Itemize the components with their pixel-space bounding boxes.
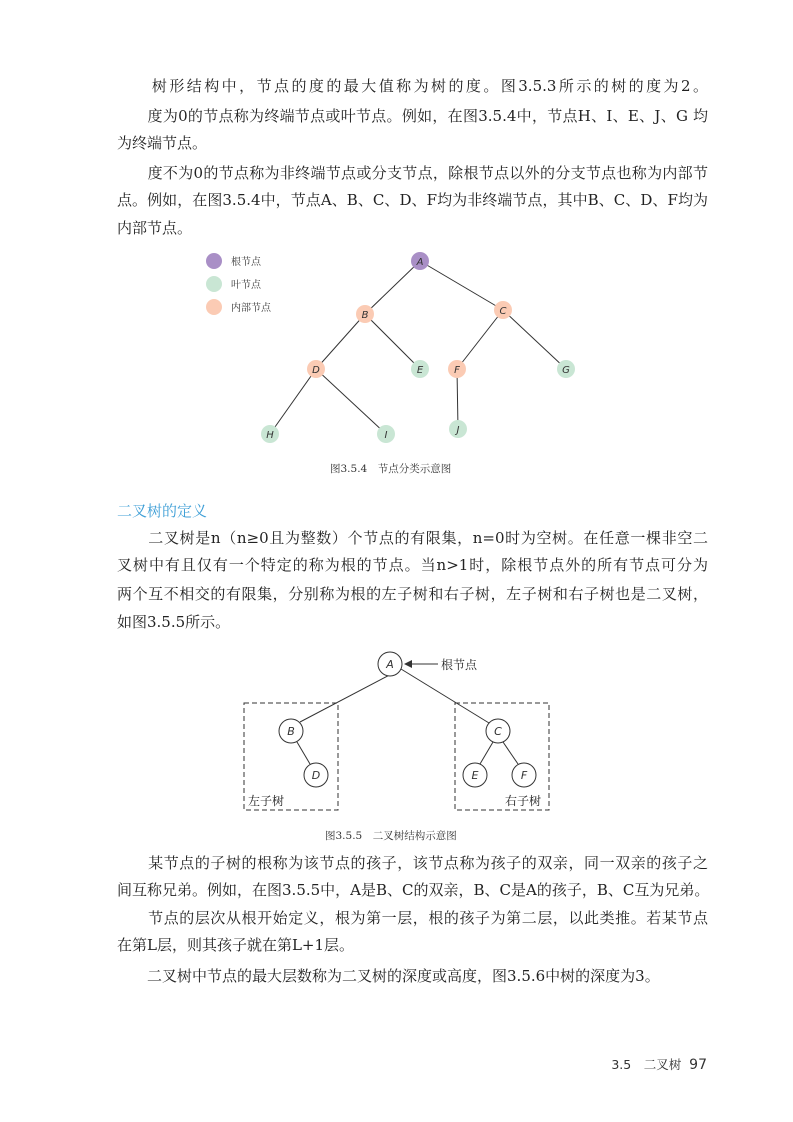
right-subtree-label: 右子树 — [505, 794, 542, 808]
svg-text:C: C — [499, 306, 507, 317]
node-B — [356, 305, 374, 323]
svg-text:J: J — [456, 425, 460, 436]
legend — [206, 253, 272, 315]
node-E — [463, 763, 487, 787]
paragraph-line: 在第L层，则其孩子就在第L+1层。 — [117, 936, 355, 954]
figure1-caption: 图3.5.4 节点分类示意图 — [330, 463, 452, 475]
section-heading: 二叉树的定义 — [117, 502, 208, 520]
left-subtree-label: 左子树 — [248, 794, 285, 808]
page-number: 97 — [689, 1057, 707, 1073]
svg-text:C: C — [494, 725, 502, 738]
legend-leaf-label: 叶节点 — [231, 280, 261, 291]
node-F — [512, 763, 536, 787]
paragraph-line: 节点的层次从根开始定义，根为第一层，根的孩子为第二层，以此类推。若某节点 — [117, 909, 708, 927]
paragraph-line: 间互称兄弟。例如，在图3.5.5中，A是B、C的双亲，B、C是A的孩子，B、C互为兄弟。 — [117, 881, 710, 899]
figure2-caption: 图3.5.5 二叉树结构示意图 — [325, 830, 457, 842]
svg-text:D: D — [311, 769, 321, 782]
node-F — [448, 360, 466, 378]
node-G — [557, 360, 575, 378]
legend-root-swatch — [206, 253, 222, 269]
footer-section: 3.5 二叉树 — [611, 1057, 682, 1072]
svg-text:B: B — [287, 725, 295, 738]
figure-binary-tree-structure — [244, 652, 549, 810]
paragraph-line: 叉树中有且仅有一个特定的称为根的节点。当n>1时，除根节点外的所有节点可分为 — [117, 556, 708, 574]
legend-root-label: 根节点 — [231, 257, 261, 268]
svg-text:G: G — [562, 365, 570, 376]
svg-text:A: A — [386, 658, 394, 671]
paragraph-line: 某节点的子树的根称为该节点的孩子，该节点称为孩子的双亲，同一双亲的孩子之 — [117, 854, 708, 872]
paragraph-line: 内部节点。 — [117, 219, 193, 237]
node-C — [486, 719, 510, 743]
node-A — [411, 252, 429, 270]
legend-internal-swatch — [206, 299, 222, 315]
node-C — [494, 301, 512, 319]
svg-text:E: E — [471, 769, 479, 782]
node-D — [307, 360, 325, 378]
node-A — [378, 652, 402, 676]
node-D — [304, 763, 328, 787]
node-J — [449, 420, 467, 438]
svg-text:A: A — [416, 257, 424, 268]
arrow-icon — [404, 660, 412, 668]
root-node-label: 根节点 — [441, 658, 478, 672]
svg-text:D: D — [312, 365, 320, 376]
node-I — [377, 425, 395, 443]
paragraph-line: 树形结构中，节点的度的最大值称为树的度。图3.5.3所示的树的度为2。 — [117, 77, 708, 95]
legend-internal-label: 内部节点 — [231, 303, 271, 314]
paragraph-line: 点。例如，在图3.5.4中，节点A、B、C、D、F均为非终端节点，其中B、C、D、F均为 — [117, 191, 708, 209]
paragraph-line: 度不为0的节点称为非终端节点或分支节点，除根节点以外的分支节点也称为内部节 — [117, 164, 708, 182]
svg-text:F: F — [520, 769, 528, 782]
svg-text:B: B — [361, 310, 369, 321]
paragraph-line: 二叉树是n（n≥0且为整数）个节点的有限集，n=0时为空树。在任意一棵非空二 — [117, 529, 708, 547]
paragraph-line: 度为0的节点称为终端节点或叶节点。例如，在图3.5.4中，节点H、I、E、J、G 均 — [117, 107, 708, 125]
svg-text:H: H — [266, 430, 274, 441]
svg-text:E: E — [416, 365, 424, 376]
legend-leaf-swatch — [206, 276, 222, 292]
node-H — [261, 425, 279, 443]
node-B — [279, 719, 303, 743]
paragraph-line: 二叉树中节点的最大层数称为二叉树的深度或高度，图3.5.6中树的深度为3。 — [117, 967, 660, 985]
node-E — [411, 360, 429, 378]
paragraph-line: 两个互不相交的有限集，分别称为根的左子树和右子树，左子树和右子树也是二叉树， — [117, 585, 708, 603]
svg-text:F: F — [454, 365, 460, 376]
page-footer — [611, 1055, 707, 1073]
svg-text:I: I — [384, 430, 388, 441]
paragraph-line: 为终端节点。 — [117, 134, 208, 152]
paragraph-line: 如图3.5.5所示。 — [117, 613, 231, 631]
